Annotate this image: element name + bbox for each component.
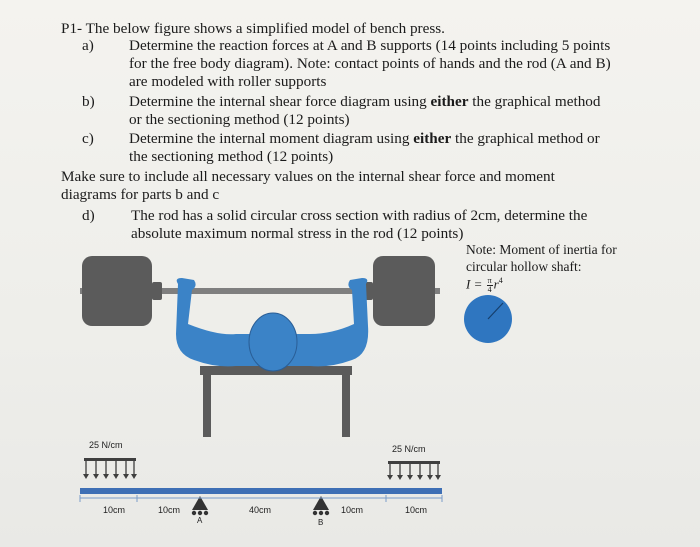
part-c-emphasis: either xyxy=(413,130,452,147)
part-b-line-1: Determine the internal shear force diagram using either the graphical method xyxy=(129,93,601,110)
part-a-line-3: are modeled with roller supports xyxy=(129,73,327,90)
part-c-line-2: the sectioning method (12 points) xyxy=(129,148,334,165)
dim-label-3: 40cm xyxy=(249,505,272,515)
bench-press-illustration xyxy=(70,238,460,448)
load-label-left: 25 N/cm xyxy=(89,440,123,450)
bench-leg-left xyxy=(203,375,211,437)
lifter-head xyxy=(249,313,297,371)
support-a xyxy=(192,496,208,515)
moment-of-inertia-formula: I = $\frac{\pi}{4}$ $r^4$ xyxy=(466,275,503,294)
left-plate xyxy=(82,256,152,326)
support-a-label: A xyxy=(197,516,203,525)
load-label-right: 25 N/cm xyxy=(392,444,426,454)
part-b-label: b) xyxy=(82,93,95,110)
part-c-line-1: Determine the internal moment diagram using either the graphical method or xyxy=(129,130,600,147)
part-b-line-2: or the sectioning method (12 points) xyxy=(129,111,350,128)
right-plate xyxy=(373,256,435,326)
support-b-label: B xyxy=(318,518,324,527)
part-d-line-1: The rod has a solid circular cross section with radius of 2cm, determine the xyxy=(131,207,588,224)
note-line-2: circular hollow shaft: xyxy=(466,259,582,274)
part-d-label: d) xyxy=(82,207,95,224)
right-distributed-load xyxy=(387,461,441,480)
part-b-emphasis: either xyxy=(430,93,469,110)
dim-label-1: 10cm xyxy=(103,505,126,515)
cross-section-circle xyxy=(462,293,514,345)
dim-label-4: 10cm xyxy=(341,505,364,515)
note-line-1: Note: Moment of inertia for xyxy=(466,242,617,257)
part-d-line-2: absolute maximum normal stress in the rod (12 points) xyxy=(131,225,464,242)
bench-leg-right xyxy=(342,375,350,437)
problem-header: P1- The below figure shows a simplified model of bench press. xyxy=(61,20,445,37)
part-a-line-2: for the free body diagram). Note: contact points of hands and the rod (A and B) xyxy=(129,55,611,72)
dim-label-5: 10cm xyxy=(405,505,428,515)
makesure-line-1: Make sure to include all necessary values on the internal shear force and moment xyxy=(61,168,555,185)
dim-label-2: 10cm xyxy=(158,505,181,515)
makesure-line-2: diagrams for parts b and c xyxy=(61,186,220,203)
part-c-label: c) xyxy=(82,130,94,147)
beam xyxy=(80,488,442,494)
support-b xyxy=(313,496,329,515)
part-a-line-1: Determine the reaction forces at A and B supports (14 points including 5 points xyxy=(129,37,611,54)
left-collar xyxy=(152,282,162,300)
left-distributed-load xyxy=(83,458,137,479)
part-a-label: a) xyxy=(82,37,94,54)
dimension-line xyxy=(80,495,442,502)
